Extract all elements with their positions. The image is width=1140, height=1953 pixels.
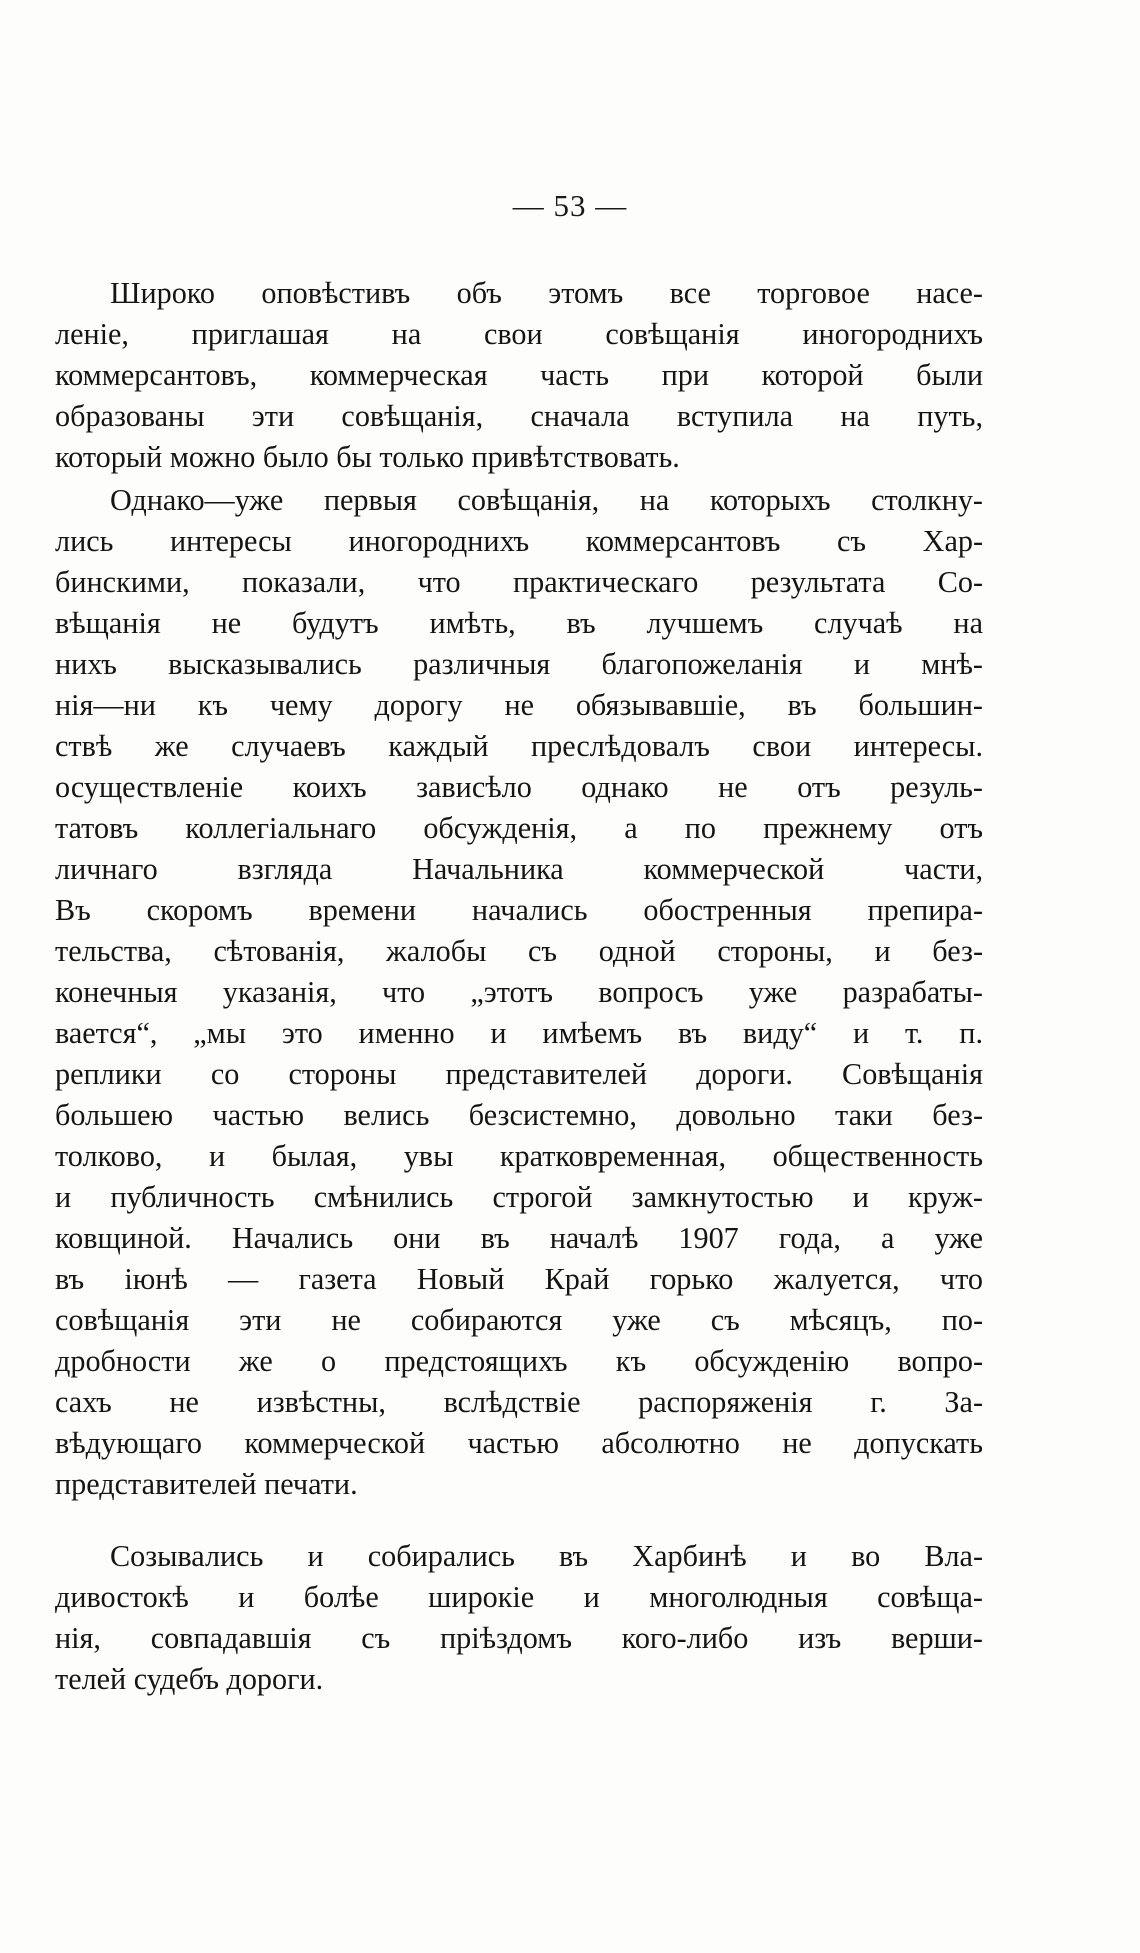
text-line: Въ скоромъ времени начались обостренныя препира-	[55, 893, 983, 927]
text-line: сахъ не извѣстны, вслѣдствіе распоряженія г. За-	[55, 1385, 983, 1419]
text-line: лись интересы иногороднихъ коммерсантовъ съ Хар-	[55, 524, 983, 558]
text-line: ковщиной. Начались они въ началѣ 1907 года, а уже	[55, 1221, 983, 1255]
text-line: тельства, сѣтованія, жалобы съ одной стороны, и без-	[55, 934, 983, 968]
text-line: вѣщанія не будутъ имѣть, въ лучшемъ случаѣ на	[55, 606, 983, 640]
text-line: ствѣ же случаевъ каждый преслѣдовалъ свои интересы.	[55, 729, 983, 763]
text-line: Широко оповѣстивъ объ этомъ все торговое насе-	[110, 276, 983, 310]
text-line: вѣдующаго коммерческой частью абсолютно не допускать	[55, 1426, 983, 1460]
text-line: личнаго взгляда Начальника коммерческой части,	[55, 852, 983, 886]
text-line: бинскими, показали, что практическаго результата Со-	[55, 565, 983, 599]
paragraph-1	[55, 273, 983, 478]
text-line: образованы эти совѣщанія, сначала вступила на путь,	[55, 399, 983, 433]
text-line: Созывались и собирались въ Харбинѣ и во Вла-	[110, 1539, 983, 1573]
text-line: совѣщанія эти не собираются уже съ мѣсяцъ, по-	[55, 1303, 983, 1337]
text-line: большею частью велись безсистемно, довольно таки без-	[55, 1098, 983, 1132]
text-line: вается“, „мы это именно и имѣемъ въ виду“ и т. п.	[55, 1016, 983, 1050]
paragraph-3	[55, 1536, 983, 1700]
text-line: коммерсантовъ, коммерческая часть при которой были	[55, 358, 983, 392]
text-line: нія, совпадавшія съ пріѣздомъ кого-либо изъ верши-	[55, 1621, 983, 1655]
text-line: и публичность смѣнились строгой замкнутостью и круж-	[55, 1180, 983, 1214]
text-line: толково, и былая, увы кратковременная, общественность	[55, 1139, 983, 1173]
text-line: дробности же о предстоящихъ къ обсужденію вопро-	[55, 1344, 983, 1378]
text-line: осуществленіе коихъ зависѣло однако не отъ резуль-	[55, 770, 983, 804]
text-line: представителей печати.	[55, 1467, 358, 1501]
text-line: татовъ коллегіальнаго обсужденія, а по прежнему отъ	[55, 811, 983, 845]
text-line: въ іюнѣ — газета Новый Край горько жалуется, что	[55, 1262, 983, 1296]
text-line: дивостокѣ и болѣе широкіе и многолюдныя совѣща-	[55, 1580, 983, 1614]
text-line: Однако—уже первыя совѣщанія, на которыхъ столкну-	[110, 483, 983, 517]
text-line: который можно было бы только привѣтствовать.	[55, 440, 680, 474]
text-line: леніе, приглашая на свои совѣщанія иногороднихъ	[55, 317, 983, 351]
page-number: — 53 —	[512, 188, 628, 223]
paragraph-2	[55, 480, 983, 1505]
text-line: нихъ высказывались различныя благопожеланія и мнѣ-	[55, 647, 983, 681]
text-line: реплики со стороны представителей дороги. Совѣщанія	[55, 1057, 983, 1091]
text-line: конечныя указанія, что „этотъ вопросъ уже разрабаты-	[55, 975, 983, 1009]
text-line: нія—ни къ чему дорогу не обязывавшіе, въ большин-	[55, 688, 983, 722]
text-line: телей судебъ дороги.	[55, 1662, 324, 1696]
